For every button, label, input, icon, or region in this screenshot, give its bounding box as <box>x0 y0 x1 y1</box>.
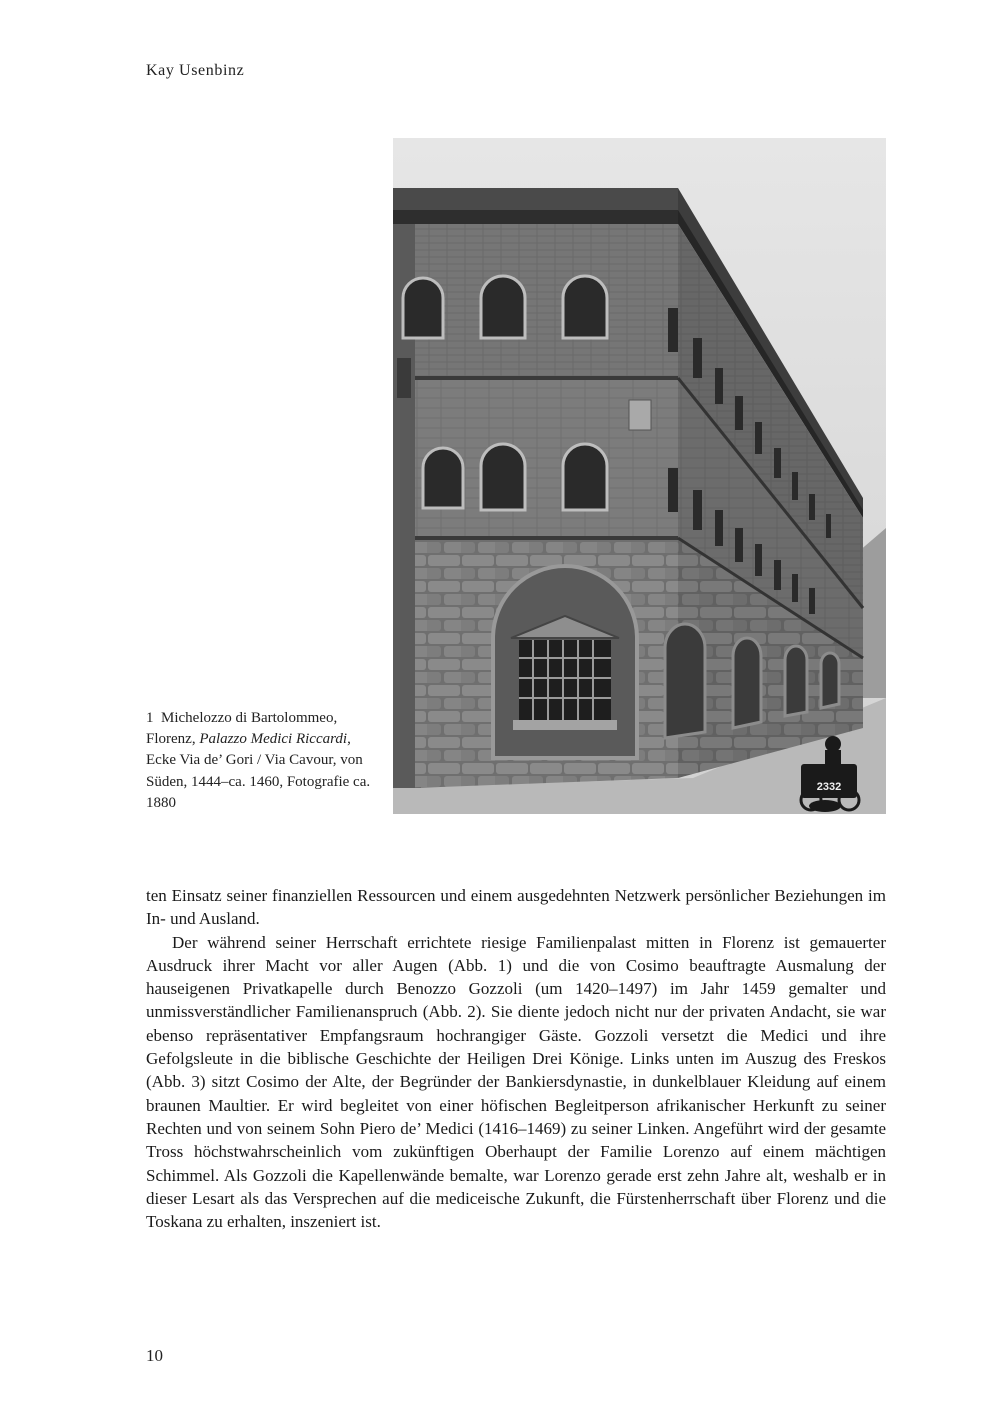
paragraph-2: Der während seiner Herrschaft errichtete riesige Familienpalast mitten in Florenz ist gemauerter Ausdruck ihrer Macht vor aller Augen (Abb. 1) und die von Cosimo beauftragte Ausmalung der hauseigenen Privatkapelle durch Benozzo Gozzoli (um 1420–1497) im Jahr 1459 gemalter und unmissverständlicher Familienanspruch (Abb. 2). Sie diente jedoch nicht nur der privaten Andacht, sie war ebenso repräsentativer Empfangsraum hochrangiger Gäste. Gozzoli versetzt die Medici und ihre Gefolgsleute in die biblische Geschichte der Heiligen Drei Könige. Links unten im Auszug des Freskos (Abb. 3) sitzt Cosimo der Alte, der Begründer der Bankiersdynastie, in dunkelblauer Kleidung auf einem braunen Maultier. Er wird begleitet von einer höfischen Begleitperson afrikanischer Herkunft zu seiner Rechten und von seinem Sohn Piero de’ Medici (1416–1469) zu seiner Linken. Angeführt wird der gesamte Tross höchstwahrscheinlich vom zukünftigen Oberhaupt der Familie Lorenzo auf einem mächtigen Schimmel. Als Gozzoli die Kapellenwände bemalte, war Lorenzo gerade erst zehn Jahre alt, weshalb er in dieser Lesart als das Versprechen auf die mediceische Zukunft, die Fürstenherrschaft über Florenz und die Toskana zu erhalten, inszeniert ist. <box>146 932 886 1232</box>
caption-text-part1: Michelozzo di Bartolommeo, Florenz, <box>146 710 338 748</box>
body-text <box>146 884 886 1233</box>
caption-number: 1 <box>146 710 154 726</box>
running-head: Kay Usenbinz <box>146 62 245 79</box>
caption-title-italic: Palazzo Medici Riccardi <box>199 731 348 748</box>
caption-text-part2: , Ecke Via de’ Gori / Via Cavour, von Süden, 1444–ca. 1460, Fotografie ca. 1880 <box>146 731 371 811</box>
paragraph-1: ten Einsatz seiner finanziellen Ressourcen und einem ausgedehnten Netzwerk persönlicher Beziehungen im In- und Ausland. <box>146 886 886 929</box>
page-number: 10 <box>146 1346 163 1365</box>
carriage-number-label: 2332 <box>816 781 842 793</box>
figure-photo-palazzo-medici-riccardi <box>393 138 886 814</box>
figure-caption <box>146 708 382 814</box>
palazzo-illustration <box>393 138 886 814</box>
